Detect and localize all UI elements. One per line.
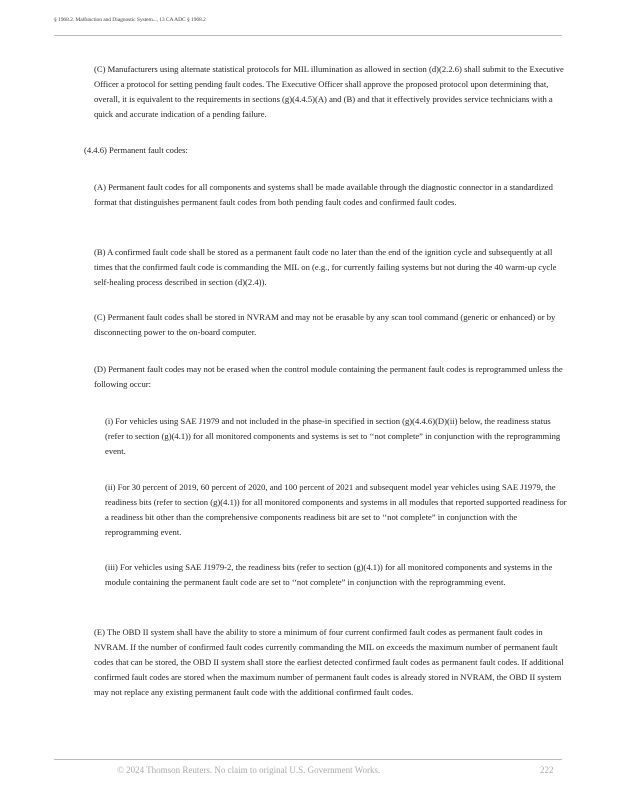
paragraph-d-i: (i) For vehicles using SAE J1979 and not included in the phase-in specified in section (g)(4.4.6)(D)(ii) below, the readiness status (refer to section (g)(4.1)) for all monitored components and systems is set to ‘‘not complete” in conjunction with the reprogramming event.	[105, 416, 561, 456]
paragraph-a: (A) Permanent fault codes for all components and systems shall be made available through the diagnostic connector in a standardized format that distinguishes permanent fault codes from both pending fault codes and confirmed fault codes.	[94, 182, 553, 207]
section-heading-4-4-6: (4.4.6) Permanent fault codes:	[84, 145, 188, 155]
paragraph-b: (B) A confirmed fault code shall be stored as a permanent fault code no later than the end of the ignition cycle and subsequently at all times that the confirmed fault code is commanding the MIL on (e.g., for currently failing systems but not during the 40 warm-up cycle self-healing process described in section (d)(2.4)).	[94, 247, 557, 287]
paragraph-c: (C) Permanent fault codes shall be stored in NVRAM and may not be erasable by any scan tool command (generic or enhanced) or by disconnecting power to the on-board computer.	[94, 312, 556, 337]
page-number: 222	[540, 765, 554, 775]
footer-divider	[54, 759, 562, 760]
paragraph-d: (D) Permanent fault codes may not be erased when the control module containing the permanent fault codes is reprogrammed unless the following occur:	[94, 364, 563, 389]
header-divider	[54, 35, 562, 36]
paragraph-c-statistical-protocols: (C) Manufacturers using alternate statistical protocols for MIL illumination as allowed in section (d)(2.2.6) shall submit to the Executive Officer a protocol for setting pending fault codes. The Executive Officer shall approve the proposed protocol upon determining that, overall, it is equivalent to the requirements in sections (g)(4.4.5)(A) and (B) and that it effectively provides service technicians with a quick and accurate indication of a pending failure.	[94, 64, 564, 119]
page-header-citation: § 1968.2. Malfunction and Diagnostic System..., 13 CA ADC § 1968.2	[54, 17, 206, 23]
paragraph-d-ii: (ii) For 30 percent of 2019, 60 percent of 2020, and 100 percent of 2021 and subsequent model year vehicles using SAE J1979, the readiness bits (refer to section (g)(4.1)) for all monitored components and systems in all modules that reported supported readiness for a readiness bit other than the comprehensive components readiness bit are set to ‘‘not complete” in conjunction with the reprogramming event.	[105, 482, 567, 537]
paragraph-e: (E) The OBD II system shall have the ability to store a minimum of four current confirmed fault codes as permanent fault codes in NVRAM. If the number of confirmed fault codes currently commanding the MIL on exceeds the maximum number of permanent fault codes that can be stored, the OBD II system shall store the earliest detected confirmed fault codes as permanent fault codes. If additional confirmed fault codes are stored when the maximum number of permanent fault codes is already stored in NVRAM, the OBD II system may not replace any existing permanent fault code with the additional confirmed fault codes.	[94, 627, 564, 697]
footer-copyright: © 2024 Thomson Reuters. No claim to original U.S. Government Works.	[117, 765, 381, 775]
paragraph-d-iii: (iii) For vehicles using SAE J1979-2, the readiness bits (refer to section (g)(4.1)) for all monitored components and systems in the module containing the permanent fault code are set to ‘‘not complete” in conjunction with the reprogramming event.	[105, 562, 553, 587]
